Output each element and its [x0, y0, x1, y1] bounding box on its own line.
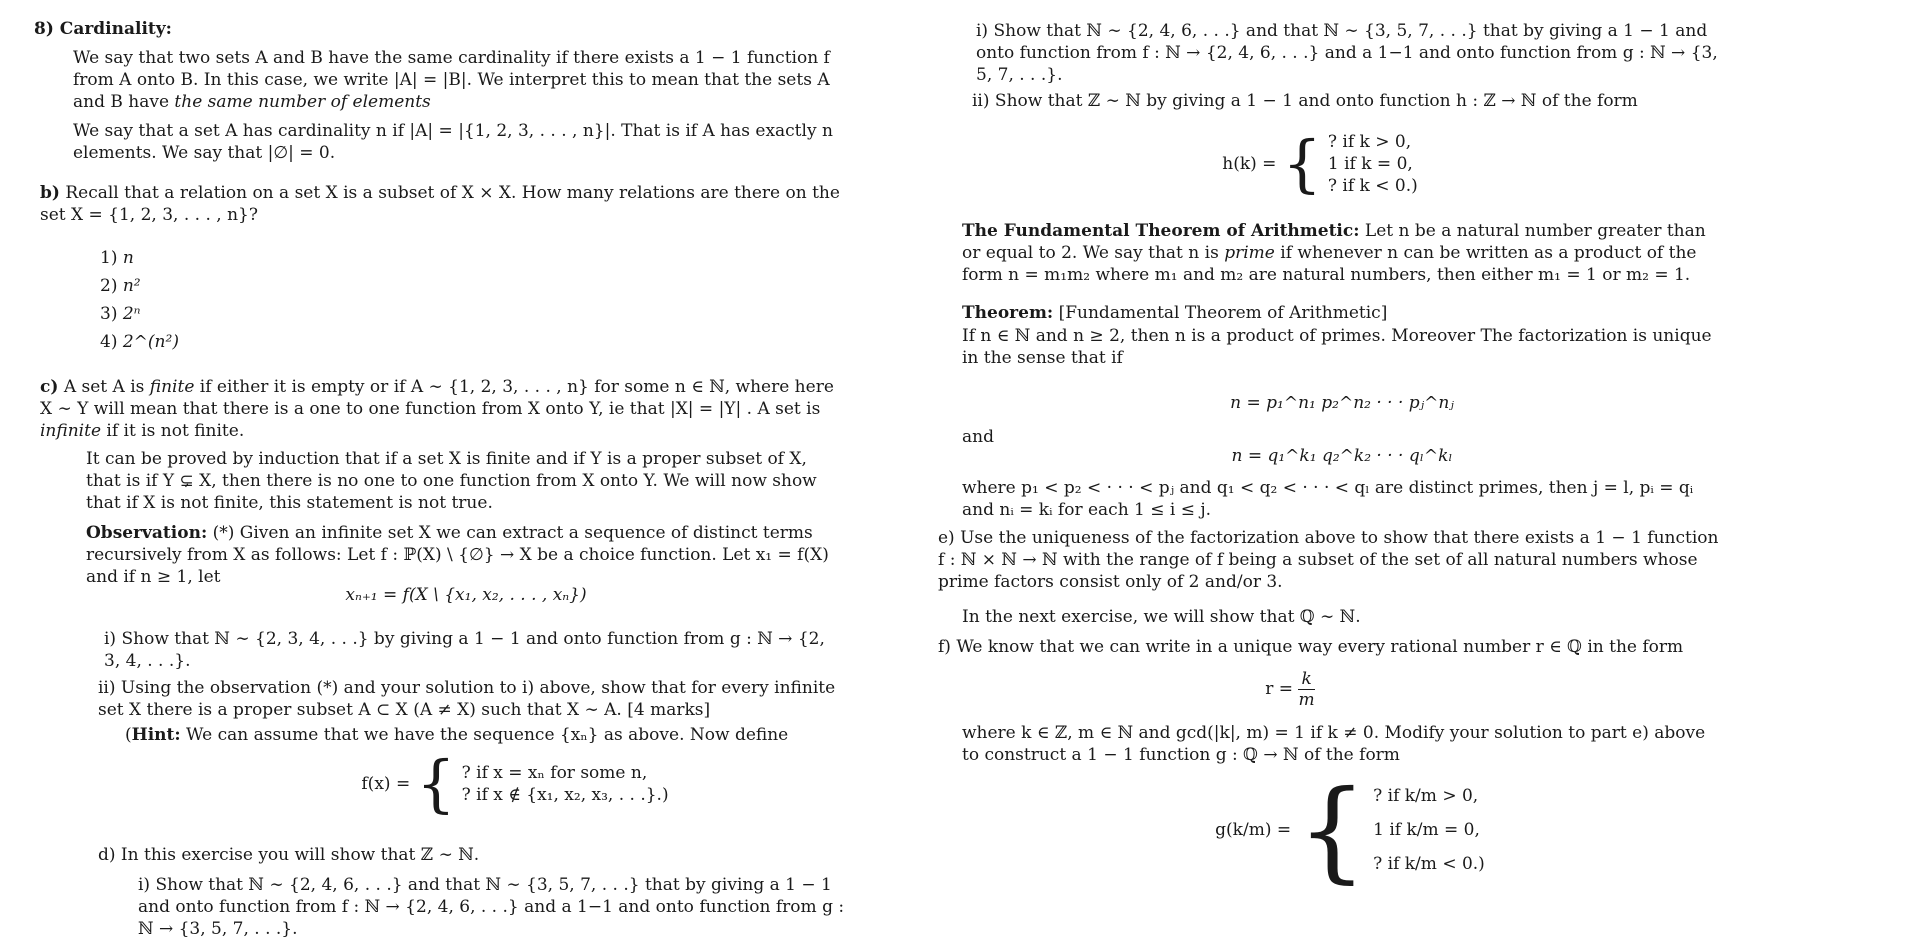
factorization-p: n = p₁^n₁ p₂^n₂ · · · pⱼ^nⱼ [1230, 393, 1454, 413]
question-e: e) Use the uniqueness of the factorization above to show that there exists a 1 − 1 function f : ℕ × ℕ → ℕ with the range of f being a subset of the set of all natural numbers whose prime factors consist only of 2 and/or 3. [938, 528, 1719, 592]
section-title: Cardinality: [59, 19, 172, 39]
g-piecewise [1200, 766, 1500, 894]
question-d-i: i) Show that ℕ ∼ {2, 4, 6, . . .} and that ℕ ∼ {3, 5, 7, . . .} that by giving a 1 − 1 and onto function from f : ℕ → {2, 4, 6, . . .} and a 1−1 and onto function from g : ℕ → {3, 5, 7, . . .}. [138, 875, 845, 939]
question-c: c) A set A is finite if either it is empty or if A ∼ {1, 2, 3, . . . , n} for some n ∈ ℕ, where here X ∼ Y will mean that there is a one to one function from X onto Y, ie that |X| = |Y| . A set is infinite if it is not finite. [40, 377, 834, 441]
theorem-heading: Theorem: [Fundamental Theorem of Arithmetic] [962, 303, 1388, 323]
h-lhs: h(k) = [1222, 154, 1277, 174]
g-cases: ? if k/m > 0, 1 if k/m = 0, ? if k/m < 0.) [1373, 786, 1485, 874]
question-f: f) We know that we can write in a unique way every rational number r ∈ ℚ in the form [938, 637, 1684, 657]
question-b-text: Recall that a relation on a set X is a subset of X × X. How many relations are there on the set X = {1, 2, 3, . . . , n}? [40, 183, 840, 225]
h-piecewise [1170, 124, 1470, 204]
question-b [40, 182, 845, 226]
f-piecewise [325, 747, 705, 820]
question-c-ii: ii) Using the observation (*) and your solution to i) above, show that for every infinite set X there is a proper subset A ⊂ X (A ≠ X) such that X ∼ A. [4 marks] [98, 678, 836, 720]
question-b-label: b) [40, 183, 60, 203]
question-c-i: i) Show that ℕ ∼ {2, 3, 4, . . .} by giving a 1 − 1 and onto function from g : ℕ → {2, 3, 4, . . .}. [104, 629, 825, 671]
definition-same-cardinality [73, 47, 845, 113]
definition-text: We say that two sets A and B have the same cardinality if there exists a 1 − 1 function f from A onto B. In this case, we write |A| = |B|. We interpret this to mean that the sets A and B have [73, 48, 830, 112]
right-column [930, 0, 1914, 935]
option-4: 4) 2^(n²) [100, 332, 179, 352]
question-b-options [100, 244, 300, 356]
section-8-heading [34, 18, 334, 40]
option-1: 1) n [100, 248, 134, 268]
observation [86, 522, 846, 588]
question-d: d) In this exercise you will show that ℤ ∼ ℕ. [98, 845, 480, 865]
section-number: 8) [34, 19, 54, 39]
r-fraction: r = $\frac{k}{m}$ [1265, 668, 1315, 710]
left-brace: { [1297, 766, 1368, 894]
left-brace: { [416, 747, 456, 820]
definition-emphasis: the same number of elements [174, 92, 431, 112]
next-exercise: In the next exercise, we will show that ℚ ∼ ℕ. [962, 607, 1361, 627]
question-c-induction: It can be proved by induction that if a set X is finite and if Y is a proper subset of X, that is if Y ⊊ X, then there is no one to one function from X onto Y. We will now show that if X is not finite, this statement is not true. [86, 449, 817, 513]
recursion-equation: xₙ₊₁ = f(X \ {x₁, x₂, . . . , xₙ}) [345, 585, 587, 605]
left-brace: { [1282, 127, 1322, 200]
and-text: and [962, 427, 994, 447]
option-3: 3) 2ⁿ [100, 304, 141, 324]
left-column [0, 0, 880, 939]
definition-cardinality-n: We say that a set A has cardinality n if |A| = |{1, 2, 3, . . . , n}|. That is if A has exactly n elements. We say that |∅| = 0. [73, 121, 833, 163]
fta-definition: The Fundamental Theorem of Arithmetic: Let n be a natural number greater than or equal to 2. We say that n is prime if whenever n can be written as a product of the form n = m₁m₂ where m₁ and m₂ are natural numbers, then either m₁ = 1 or m₂ = 1. [962, 221, 1706, 285]
right-question-ii: ii) Show that ℤ ∼ ℕ by giving a 1 − 1 and onto function h : ℤ → ℕ of the form [972, 91, 1638, 111]
theorem-conclusion: where p₁ < p₂ < · · · < pⱼ and q₁ < q₂ < · · · < qₗ are distinct primes, then j = l, pᵢ = qᵢ and nᵢ = kᵢ for each 1 ≤ i ≤ j. [962, 478, 1694, 520]
hint: (Hint: We can assume that we have the sequence {xₙ} as above. Now define [125, 725, 789, 745]
question-c-label: c) [40, 377, 59, 397]
f-lhs: f(x) = [361, 774, 411, 794]
g-lhs: g(k/m) = [1215, 820, 1292, 840]
f-cases: ? if x = xₙ for some n, ? if x ∉ {x₁, x₂, x₃, . . .}.) [461, 763, 669, 805]
fraction-k-over-m: $\frac{k}{m}$ [1298, 668, 1315, 710]
factorization-q: n = q₁^k₁ q₂^k₂ · · · qₗ^kₗ [1231, 446, 1453, 466]
observation-label: Observation: [86, 523, 208, 543]
hint-label: Hint: [131, 725, 181, 745]
observation-text: (*) Given an infinite set X we can extract a sequence of distinct terms recursively from X as follows: Let f : ℙ(X) \ {∅} → X be a choice function. Let x₁ = f(X) and if n ≥ 1, let [86, 523, 829, 587]
h-cases: ? if k > 0, 1 if k = 0, ? if k < 0.) [1327, 132, 1418, 196]
theorem-text: If n ∈ ℕ and n ≥ 2, then n is a product of primes. Moreover The factorization is unique in the sense that if [962, 326, 1712, 368]
fta-label: The Fundamental Theorem of Arithmetic: [962, 221, 1360, 241]
theorem-label: Theorem: [962, 303, 1054, 323]
option-2: 2) n² [100, 276, 141, 296]
question-f-where: where k ∈ ℤ, m ∈ ℕ and gcd(|k|, m) = 1 if k ≠ 0. Modify your solution to part e) above to construct a 1 − 1 function g : ℚ → ℕ of the form [962, 723, 1706, 765]
right-question-i: i) Show that ℕ ∼ {2, 4, 6, . . .} and that ℕ ∼ {3, 5, 7, . . .} that by giving a 1 − 1 and onto function from f : ℕ → {2, 4, 6, . . .} and a 1−1 and onto function from g : ℕ → {3, 5, 7, . . .}. [976, 21, 1718, 85]
